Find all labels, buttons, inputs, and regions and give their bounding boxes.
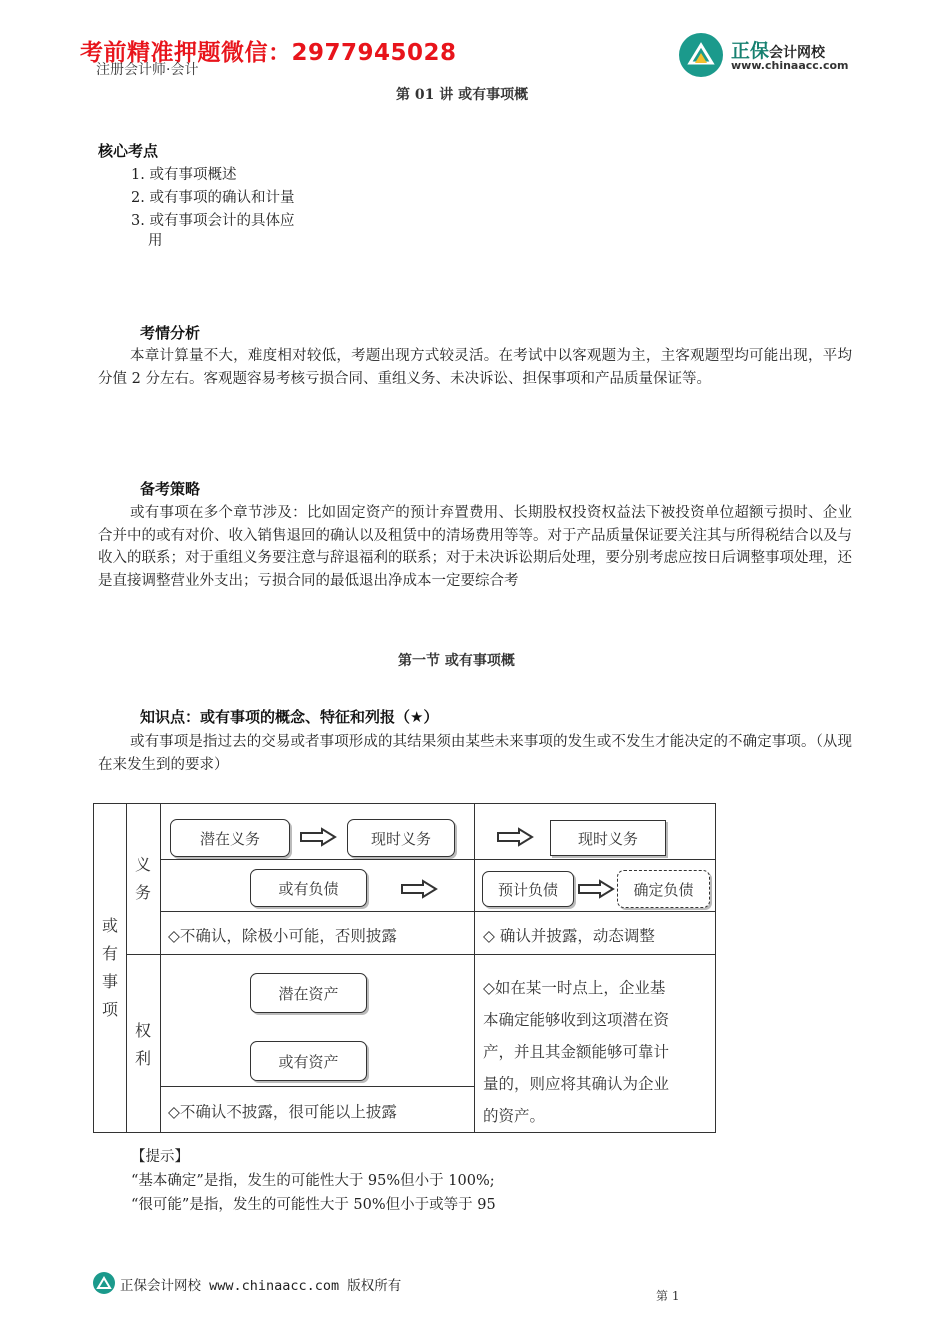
arrow-icon [401, 880, 437, 898]
contingent-liability-box: 或有负债 [250, 869, 367, 907]
core-item-3-cont: 用 [148, 233, 163, 249]
footer-logo-icon [93, 1272, 115, 1294]
knowledge-text: 或有事项是指过去的交易或者事项形成的其结果须由某些未来事项的发生或不发生才能决定的不确定事项。（从现在来发生到的要求） [98, 734, 852, 773]
present-obligation-box-1: 现时义务 [347, 819, 455, 857]
obligation-rule-left: ◇不确认，除极小可能，否则披露 [168, 927, 397, 945]
obligation-rule-right: ◇ 确认并披露，动态调整 [483, 927, 655, 945]
potential-asset-box: 潜在资产 [250, 973, 367, 1013]
analysis-title: 考情分析 [140, 324, 201, 342]
page-number-cut: 第 1 [656, 1289, 680, 1303]
core-item-3: 3. 或有事项会计的具体应 [131, 213, 295, 229]
section-title-cut: 第一节 或有事项概 [398, 653, 515, 669]
footer-copyright: 正保会计网校 www.chinaacc.com 版权所有 [120, 1278, 402, 1294]
estimated-liability-box: 预计负债 [482, 871, 574, 907]
knowledge-title: 知识点：或有事项的概念、特征和列报（★） [140, 708, 439, 726]
obligation-label: 义务 [134, 855, 151, 902]
present-obligation-box-2: 现时义务 [550, 820, 666, 856]
potential-obligation-box: 潜在义务 [170, 819, 290, 857]
logo-url: www.chinaacc.com [731, 59, 849, 72]
core-item-1: 1. 或有事项概述 [131, 167, 237, 183]
logo-icon [679, 33, 723, 77]
right-rule-right: ◇如在某一时点上，企业基 本确定能够收到这项潜在资 产，并且其金额能够可靠计 量的，则应将其确认为企业 的资产。 [483, 979, 670, 1125]
core-title: 核心考点 [98, 142, 159, 160]
lecture-title-cut: 第 01 讲 或有事项概 [396, 87, 529, 103]
logo-name: 正保会计网校 [731, 40, 826, 62]
analysis-text: 本章计算量不大，难度相对较低，考题出现方式较灵活。在考试中以客观题为主，主客观题型均可能出现，平均分值 2 分左右。客观题容易考核亏损合同、重组义务、未决诉讼、担保事项和产品质量保证等。 [98, 348, 852, 387]
contingency-label: 或有事项 [101, 916, 118, 1019]
contingent-asset-box: 或有资产 [250, 1041, 367, 1081]
arrow-icon [578, 880, 614, 898]
right-label: 权利 [134, 1021, 151, 1068]
promo-banner: 考前精准押题微信：2977945028 [80, 40, 457, 66]
tip-line-2: “很可能”是指，发生的可能性大于 50%但小于或等于 95 [131, 1197, 496, 1213]
strategy-text: 或有事项在多个章节涉及：比如固定资产的预计弃置费用、长期股权投资权益法下被投资单位超额亏损时、企业合并中的或有对价、收入销售退回的确认以及租赁中的清场费用等等。对于产品质量保证要关注其与所得税结合以及与收入的联系；对于重组义务要注意与辞退福利的联系；对于未决诉讼期后处理，要分别考虑应按日后调整事项处理，还是直接调整营业外支出；亏损合同的最低退出净成本一定要综合考 [98, 505, 852, 589]
contingency-diagram [93, 803, 716, 1133]
tip-line-1: “基本确定”是指，发生的可能性大于 95%但小于 100%; [131, 1173, 495, 1189]
strategy-title: 备考策略 [140, 480, 201, 498]
tip-title: 【提示】 [131, 1149, 189, 1165]
determined-liability-box: 确定负债 [617, 870, 710, 908]
arrow-icon [300, 828, 336, 846]
right-rule-left: ◇不确认不披露，很可能以上披露 [168, 1103, 397, 1121]
top-left-cut-text: 注册会计师·会计 [96, 62, 199, 78]
core-item-2: 2. 或有事项的确认和计量 [131, 190, 295, 206]
arrow-icon [497, 828, 533, 846]
